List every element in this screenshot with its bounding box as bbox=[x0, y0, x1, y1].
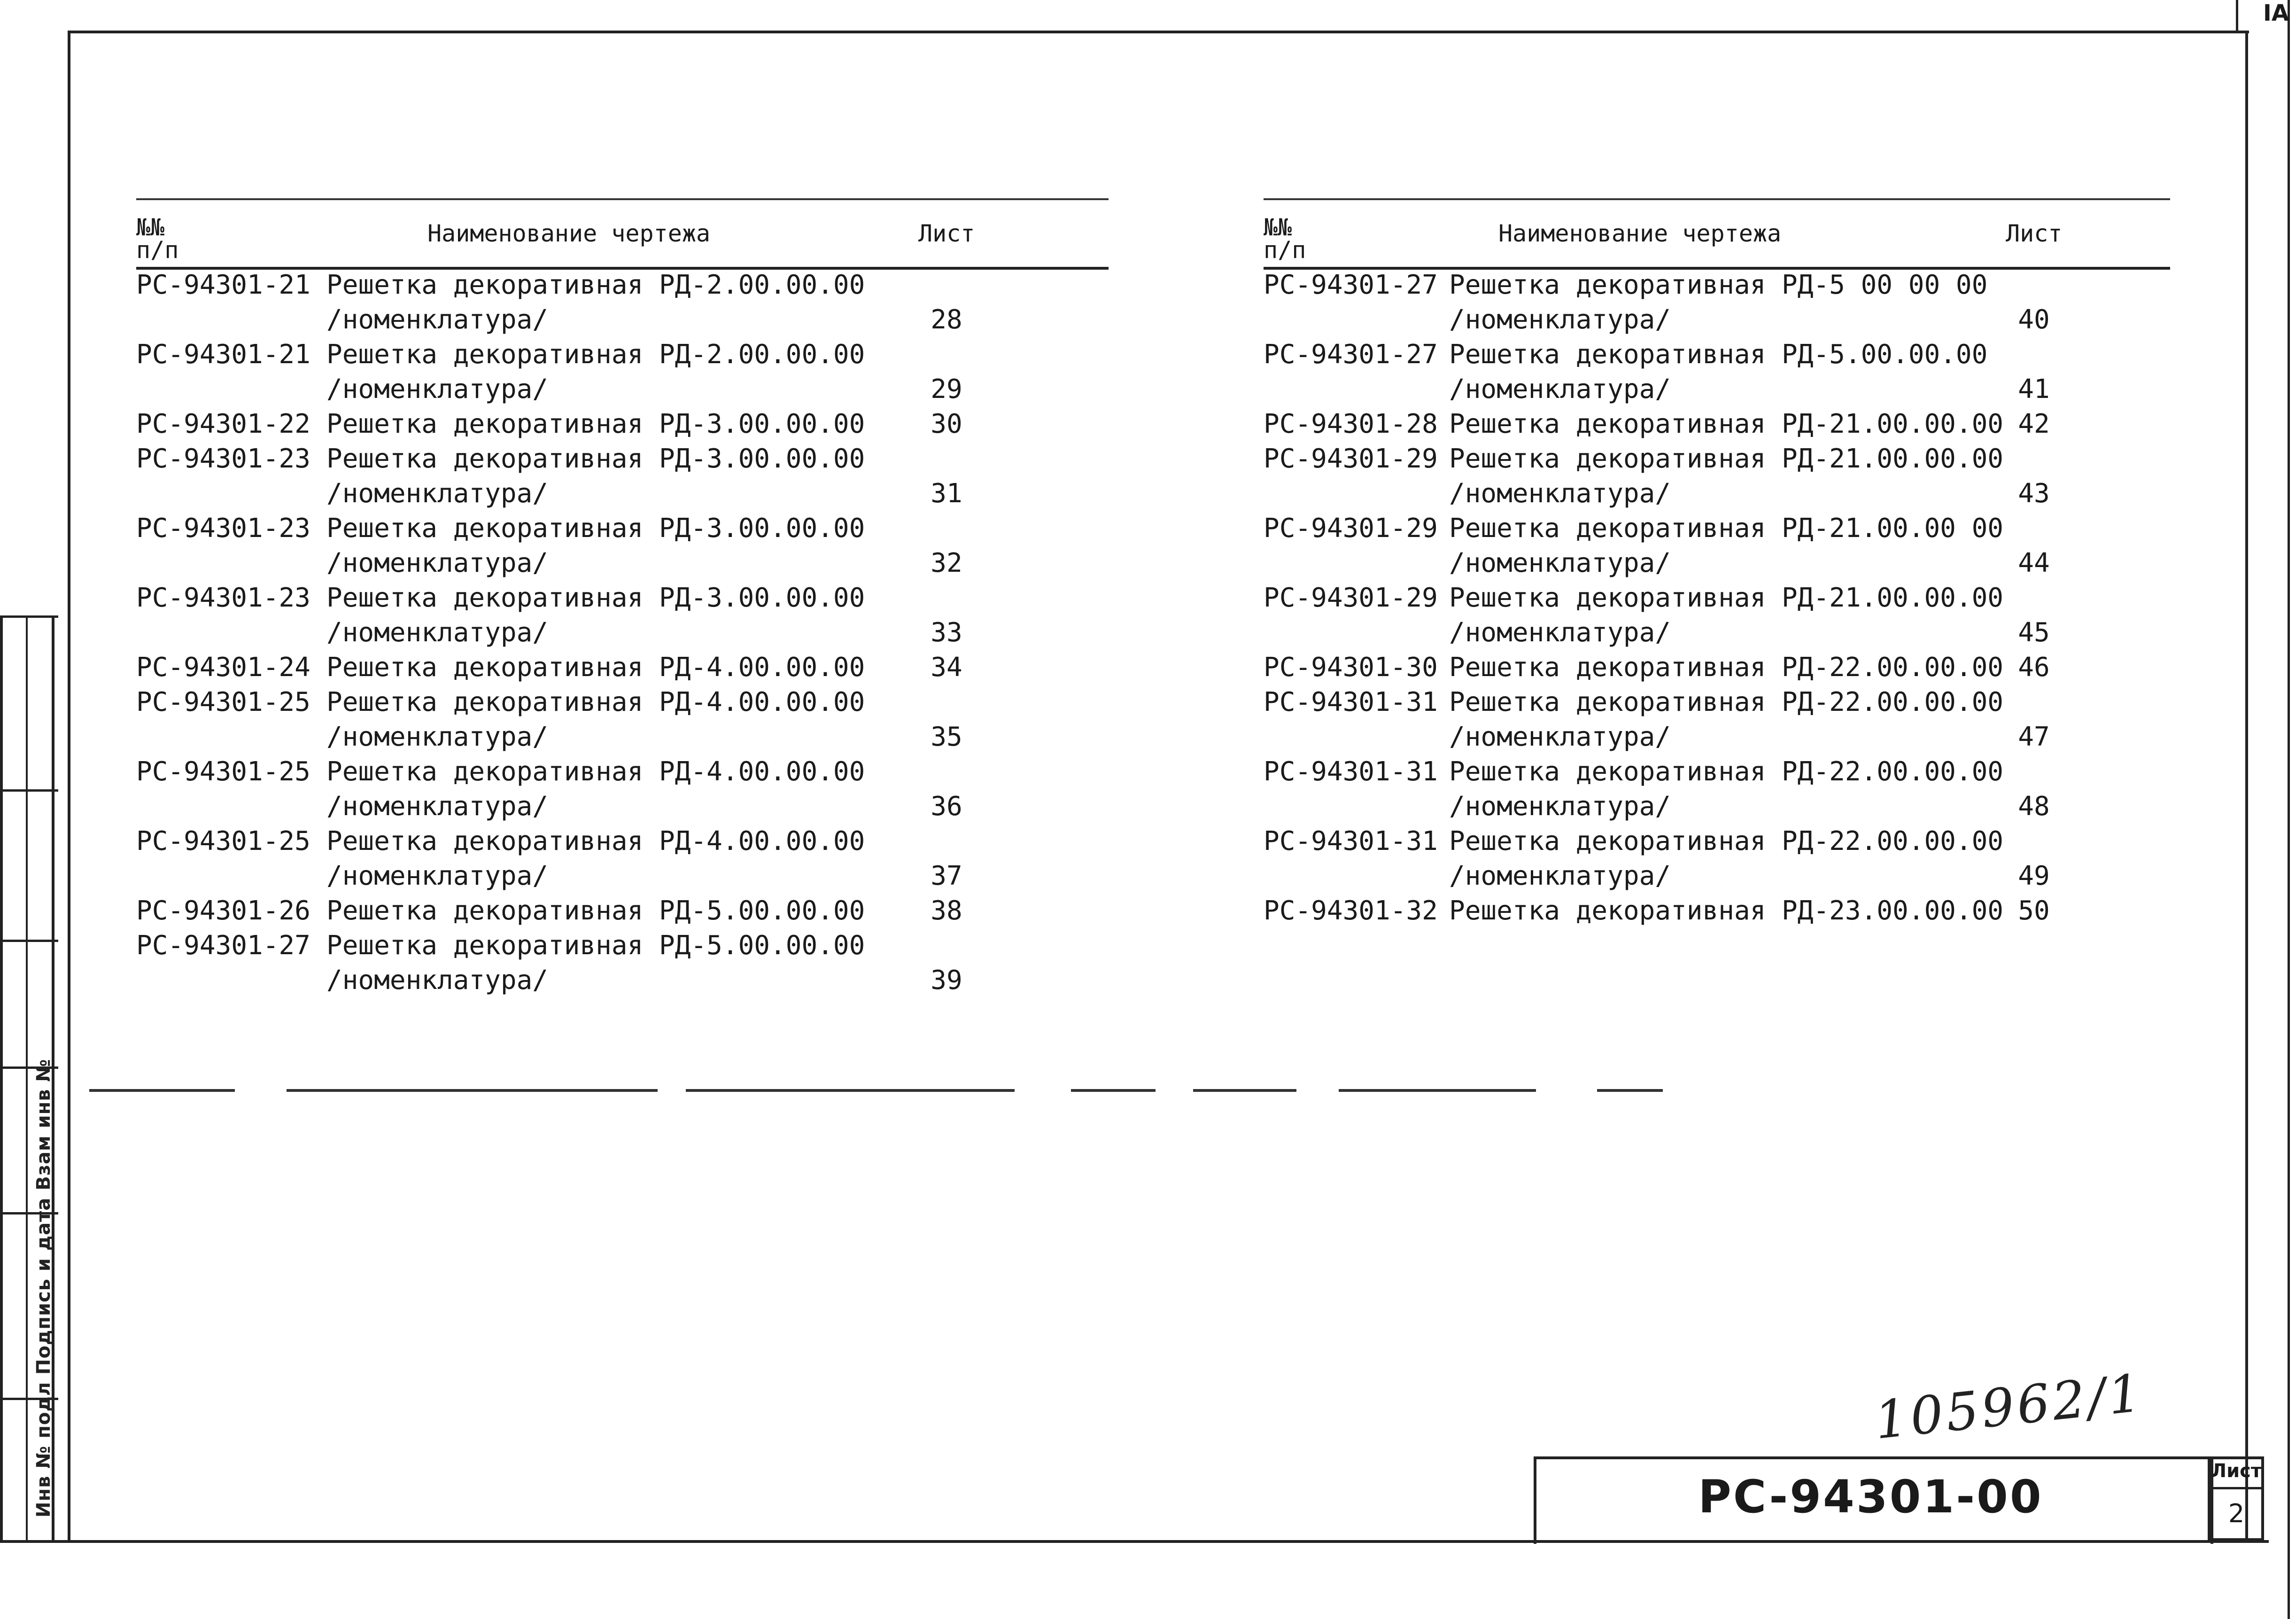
row-drawing-number: PC-94301-23 bbox=[136, 513, 310, 544]
table-row bbox=[1264, 407, 2170, 442]
row-drawing-number: PC-94301-31 bbox=[1264, 826, 1438, 856]
row-drawing-number: PC-94301-29 bbox=[1264, 513, 1438, 544]
table-top-rule bbox=[1264, 198, 2170, 200]
row-drawing-name: Решетка декоративная РД-5.00.00.00 /номенклатура/ bbox=[1449, 339, 1988, 405]
row-drawing-name: Решетка декоративная РД-5.00.00.00 bbox=[326, 895, 865, 926]
row-drawing-name: Решетка декоративная РД-5 00 00 00 /номенклатура/ bbox=[1449, 270, 1988, 335]
table-row bbox=[1264, 442, 2170, 511]
row-sheet-number: 39 bbox=[931, 965, 962, 996]
row-sheet-number: 30 bbox=[931, 409, 962, 439]
row-sheet-number: 29 bbox=[931, 374, 962, 405]
table-row bbox=[1264, 511, 2170, 581]
separator-dash bbox=[686, 1089, 1015, 1092]
frame-top-border bbox=[68, 31, 2249, 33]
row-drawing-name: Решетка декоративная РД-21.00.00.00 bbox=[1449, 409, 2004, 439]
table-row bbox=[136, 685, 1109, 755]
header-sheet: Лист bbox=[918, 220, 975, 247]
row-drawing-name: Решетка декоративная РД-4.00.00.00 bbox=[326, 652, 865, 683]
row-drawing-number: PC-94301-32 bbox=[1264, 895, 1438, 926]
row-sheet-number: 32 bbox=[931, 548, 962, 578]
row-drawing-number: PC-94301-27 bbox=[1264, 270, 1438, 300]
row-drawing-name: Решетка декоративная РД-21.00.00.00 /номенклатура/ bbox=[1449, 444, 2004, 509]
inventory-number: 105962/1 bbox=[1871, 1362, 2147, 1451]
header-name: Наименование чертежа bbox=[1498, 220, 1782, 247]
side-stamp-rule bbox=[0, 615, 58, 618]
row-drawing-number: PC-94301-26 bbox=[136, 895, 310, 926]
header-sheet: Лист bbox=[2006, 220, 2063, 247]
row-sheet-number: 40 bbox=[2018, 304, 2050, 335]
row-sheet-number: 46 bbox=[2018, 652, 2050, 683]
row-sheet-number: 34 bbox=[931, 652, 962, 683]
row-drawing-name: Решетка декоративная РД-3.00.00.00 /номенклатура/ bbox=[326, 513, 865, 578]
separator-dash bbox=[1071, 1089, 1156, 1092]
row-drawing-name: Решетка декоративная РД-2.00.00.00 /номенклатура/ bbox=[326, 339, 865, 405]
document-code: PC-94301-00 bbox=[1698, 1471, 2043, 1523]
table-row bbox=[136, 442, 1109, 511]
row-drawing-name: Решетка декоративная РД-2.00.00.00 /номенклатура/ bbox=[326, 270, 865, 335]
table-row bbox=[136, 928, 1109, 998]
row-drawing-name: Решетка декоративная РД-23.00.00.00 bbox=[1449, 895, 2004, 926]
drawing-list-left bbox=[136, 202, 1109, 998]
row-sheet-number: 42 bbox=[2018, 409, 2050, 439]
side-stamp-rule bbox=[0, 940, 58, 942]
row-drawing-number: PC-94301-23 bbox=[136, 583, 310, 613]
corner-code: IA bbox=[2263, 0, 2289, 26]
frame-right-border bbox=[2245, 31, 2248, 1543]
row-drawing-name: Решетка декоративная РД-3.00.00.00 bbox=[326, 409, 865, 439]
row-drawing-number: PC-94301-24 bbox=[136, 652, 310, 683]
row-drawing-number: PC-94301-22 bbox=[136, 409, 310, 439]
table-row bbox=[136, 581, 1109, 650]
row-sheet-number: 50 bbox=[2018, 895, 2050, 926]
side-stamp-rule bbox=[0, 789, 58, 792]
row-drawing-name: Решетка декоративная РД-4.00.00.00 /номенклатура/ bbox=[326, 826, 865, 891]
table-row bbox=[136, 407, 1109, 442]
row-drawing-name: Решетка декоративная РД-22.00.00.00 bbox=[1449, 652, 2004, 683]
row-drawing-name: Решетка декоративная РД-21.00.00.00 /номенклатура/ bbox=[1449, 583, 2004, 648]
row-drawing-number: PC-94301-28 bbox=[1264, 409, 1438, 439]
table-row bbox=[1264, 581, 2170, 650]
header-number: №№ п/п bbox=[1264, 214, 1306, 264]
table-row bbox=[136, 268, 1109, 337]
row-sheet-number: 36 bbox=[931, 791, 962, 822]
side-stamp-divider-inner bbox=[26, 615, 28, 1541]
row-sheet-number: 45 bbox=[2018, 617, 2050, 648]
sheet-box-divider bbox=[2208, 1487, 2264, 1489]
row-drawing-number: PC-94301-27 bbox=[1264, 339, 1438, 370]
table-row bbox=[136, 894, 1109, 928]
table-row bbox=[136, 511, 1109, 581]
row-sheet-number: 28 bbox=[931, 304, 962, 335]
table-row bbox=[136, 650, 1109, 685]
row-drawing-number: PC-94301-31 bbox=[1264, 756, 1438, 787]
row-sheet-number: 43 bbox=[2018, 478, 2050, 509]
row-sheet-number: 38 bbox=[931, 895, 962, 926]
row-drawing-name: Решетка декоративная РД-4.00.00.00 /номенклатура/ bbox=[326, 756, 865, 822]
row-drawing-number: PC-94301-21 bbox=[136, 339, 310, 370]
table-row bbox=[136, 824, 1109, 894]
separator-dash bbox=[89, 1089, 235, 1092]
table-top-rule bbox=[136, 198, 1109, 200]
sheet-number: 2 bbox=[2228, 1499, 2245, 1528]
side-stamp-text: Инв № подл Подпись и дата Взам инв № bbox=[33, 1059, 54, 1518]
table-body bbox=[136, 268, 1109, 998]
table-row bbox=[136, 337, 1109, 407]
row-drawing-number: PC-94301-27 bbox=[136, 930, 310, 961]
sheet-label: Лист bbox=[2211, 1460, 2262, 1482]
row-drawing-number: PC-94301-21 bbox=[136, 270, 310, 300]
row-sheet-number: 49 bbox=[2018, 861, 2050, 891]
row-drawing-number: PC-94301-31 bbox=[1264, 687, 1438, 717]
table-row bbox=[1264, 824, 2170, 894]
row-drawing-number: PC-94301-29 bbox=[1264, 583, 1438, 613]
row-sheet-number: 31 bbox=[931, 478, 962, 509]
row-sheet-number: 35 bbox=[931, 722, 962, 752]
separator-dash bbox=[1193, 1089, 1296, 1092]
row-drawing-name: Решетка декоративная РД-22.00.00.00 /номенклатура/ bbox=[1449, 756, 2004, 822]
row-drawing-name: Решетка декоративная РД-3.00.00.00 /номенклатура/ bbox=[326, 444, 865, 509]
header-number: №№ п/п bbox=[136, 214, 179, 264]
table-header bbox=[136, 202, 1109, 268]
table-body bbox=[1264, 268, 2170, 928]
row-drawing-number: PC-94301-25 bbox=[136, 826, 310, 856]
row-drawing-name: Решетка декоративная РД-3.00.00.00 /номенклатура/ bbox=[326, 583, 865, 648]
row-sheet-number: 33 bbox=[931, 617, 962, 648]
table-row bbox=[1264, 894, 2170, 928]
row-drawing-number: PC-94301-25 bbox=[136, 687, 310, 717]
header-name: Наименование чертежа bbox=[427, 220, 711, 247]
row-drawing-name: Решетка декоративная РД-5.00.00.00 /номенклатура/ bbox=[326, 930, 865, 996]
separator-dash bbox=[1339, 1089, 1536, 1092]
corner-tick bbox=[2236, 0, 2238, 33]
table-row bbox=[1264, 685, 2170, 755]
table-header bbox=[1264, 202, 2170, 268]
table-row bbox=[1264, 650, 2170, 685]
row-drawing-number: PC-94301-29 bbox=[1264, 444, 1438, 474]
row-drawing-number: PC-94301-30 bbox=[1264, 652, 1438, 683]
row-sheet-number: 48 bbox=[2018, 791, 2050, 822]
table-row bbox=[1264, 268, 2170, 337]
row-drawing-name: Решетка декоративная РД-21.00.00 00 /номенклатура/ bbox=[1449, 513, 2004, 578]
row-drawing-number: PC-94301-23 bbox=[136, 444, 310, 474]
row-drawing-name: Решетка декоративная РД-22.00.00.00 /номенклатура/ bbox=[1449, 687, 2004, 752]
row-sheet-number: 44 bbox=[2018, 548, 2050, 578]
row-sheet-number: 41 bbox=[2018, 374, 2050, 405]
separator-dash bbox=[1597, 1089, 1663, 1092]
sheet-edge-line bbox=[2288, 0, 2290, 1619]
table-row bbox=[1264, 337, 2170, 407]
row-drawing-name: Решетка декоративная РД-22.00.00.00 /номенклатура/ bbox=[1449, 826, 2004, 891]
separator-dash bbox=[287, 1089, 658, 1092]
table-row bbox=[1264, 755, 2170, 824]
row-drawing-number: PC-94301-25 bbox=[136, 756, 310, 787]
drawing-list-right bbox=[1264, 202, 2170, 928]
row-sheet-number: 47 bbox=[2018, 722, 2050, 752]
table-row bbox=[136, 755, 1109, 824]
frame-left-border bbox=[68, 31, 70, 1543]
row-sheet-number: 37 bbox=[931, 861, 962, 891]
row-drawing-name: Решетка декоративная РД-4.00.00.00 /номенклатура/ bbox=[326, 687, 865, 752]
